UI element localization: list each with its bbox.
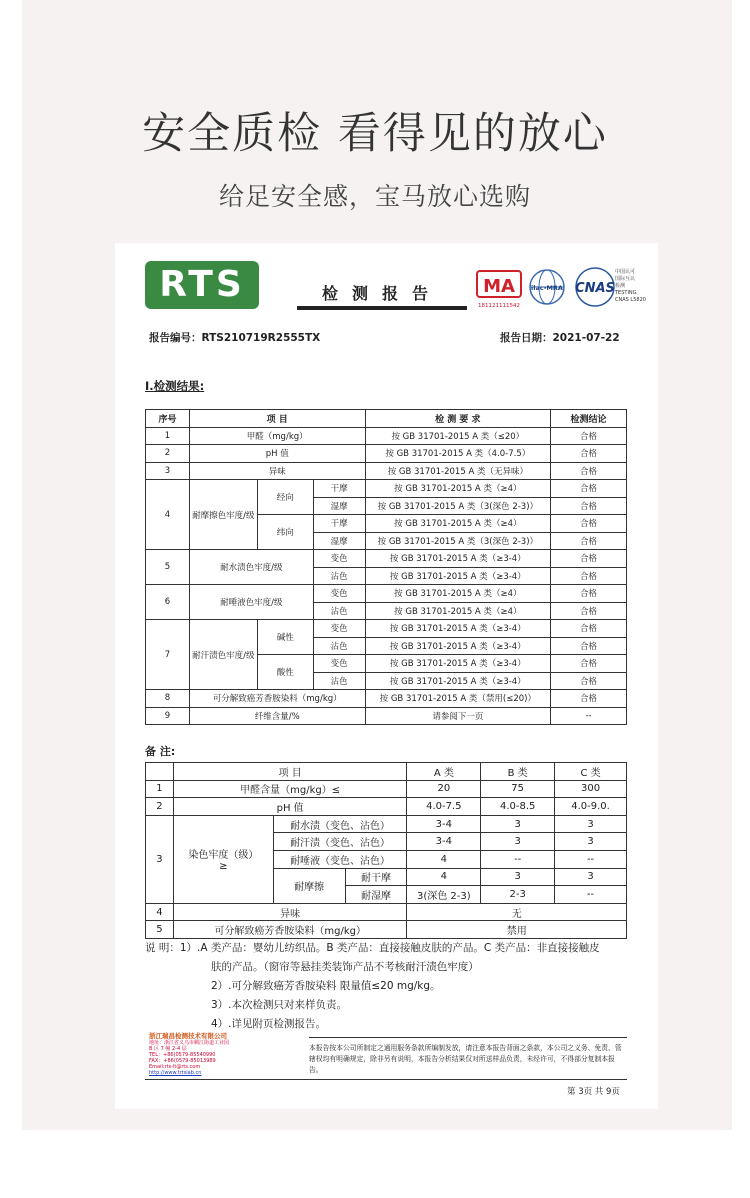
- notes-text: 说 明：1）.A 类产品：婴幼儿纺织品。B 类产品：直接接触皮肤的产品。C 类产品：非直接接触皮 肤的产品。（窗帘等悬挂类装饰产品不考核耐汗渍色牢度） 2）.可分解致癌芳香胺染料 限量值≤20 mg/kg。 3）.本次检测只对来样负责。 4）.详见附页检测报告。: [145, 942, 600, 1030]
- table-cell: 按 GB 31701-2015 A 类（≥3-4）: [365, 637, 551, 655]
- table-cell: 4: [407, 850, 481, 868]
- table-cell: 75: [481, 780, 555, 798]
- table-row: [146, 445, 627, 463]
- table-cell: 项 目: [189, 410, 365, 428]
- table-cell: 1: [146, 427, 190, 445]
- table-cell: 湿摩: [313, 497, 365, 515]
- table-cell: 干摩: [313, 480, 365, 498]
- section-title: I.检测结果:: [145, 379, 205, 393]
- table-cell: 变色: [313, 585, 365, 603]
- title-underline: [297, 309, 467, 310]
- table-cell: 异味: [173, 903, 406, 921]
- table-row: [146, 585, 627, 603]
- table-cell: 按 GB 31701-2015 A 类（无异味）: [365, 462, 551, 480]
- table-cell: 沾色: [313, 672, 365, 690]
- table-cell: 合格: [551, 690, 627, 708]
- table-cell: 染色牢度（级） ≥: [173, 815, 273, 903]
- table-cell: 耐唾液色牢度/级: [189, 585, 313, 620]
- table-cell: 3: [555, 815, 627, 833]
- page-number: 第 3页 共 9页: [567, 1087, 620, 1097]
- table-cell: A 类: [407, 763, 481, 781]
- table-cell: 禁用: [407, 921, 627, 939]
- table-cell: 纤维含量/%: [189, 707, 365, 725]
- table-cell: --: [481, 850, 555, 868]
- table-cell: 300: [555, 780, 627, 798]
- table-cell: 2-3: [481, 886, 555, 904]
- table-cell: 5: [146, 921, 174, 939]
- company-info: 浙江瑞昌检测技术有限公司 地址：浙江省义乌市稠江街道工业园 B 区 7 幢 2-4 层 TEL：+86(0579-85540990 FAX：+86(0579-85013989 Email:rts-lt@rts.com http://www.trtslab.cn: [149, 1032, 230, 1076]
- table-cell: 合格: [551, 445, 627, 463]
- table-row: [146, 903, 627, 921]
- svg-text:181121111542: 181121111542: [478, 303, 520, 309]
- table-cell: 可分解致癌芳香胺染料（mg/kg）: [173, 921, 406, 939]
- table-cell: 耐水渍色牢度/级: [189, 550, 313, 585]
- table-cell: --: [551, 707, 627, 725]
- table-cell: 沾色: [313, 602, 365, 620]
- table-cell: 无: [407, 903, 627, 921]
- table-cell: 3: [555, 833, 627, 851]
- cma-logo-icon: [475, 267, 523, 311]
- table-cell: 2: [146, 445, 190, 463]
- table-cell: 合格: [551, 532, 627, 550]
- table-cell: 按 GB 31701-2015 A 类（≥3-4）: [365, 655, 551, 673]
- table-cell: 3-4: [407, 833, 481, 851]
- table-cell: 合格: [551, 427, 627, 445]
- table-cell: 合格: [551, 480, 627, 498]
- table-cell: 3: [481, 833, 555, 851]
- table-cell: 合格: [551, 515, 627, 533]
- table-cell: 4.0-7.5: [407, 798, 481, 816]
- table-row: [146, 620, 627, 638]
- table-cell: 按 GB 31701-2015 A 类（3(深色 2-3)）: [365, 497, 551, 515]
- table-cell: 经向: [257, 480, 313, 515]
- table-cell: 合格: [551, 585, 627, 603]
- table-cell: 可分解致癌芳香胺染料（mg/kg）: [189, 690, 365, 708]
- table-cell: 异味: [189, 462, 365, 480]
- table-cell: 耐干摩: [345, 868, 407, 886]
- table-cell: 3: [481, 868, 555, 886]
- table-cell: --: [555, 850, 627, 868]
- table-cell: 湿摩: [313, 532, 365, 550]
- ilac-mra-logo-icon: [527, 267, 567, 311]
- subline: 给足安全感，宝马放心选购: [218, 182, 531, 211]
- standards-table: [145, 762, 627, 939]
- table-cell: 请参阅下一页: [365, 707, 551, 725]
- table-row: [146, 798, 627, 816]
- table-header: [146, 763, 627, 781]
- table-cell: 序号: [146, 410, 190, 428]
- disclaimer: 本报告按本公司所制定之通用服务条款所编制发放，请注意本报告背面之条款，本公司之义务、免责、管辖权均有明确规定，除非另有说明，本报告分析结果仅对所送样品负责，未经许可，不得部分复制本报告。: [309, 1037, 627, 1076]
- table-cell: 3: [146, 815, 174, 903]
- table-cell: 合格: [551, 497, 627, 515]
- table-cell: 按 GB 31701-2015 A 类（4.0-7.5）: [365, 445, 551, 463]
- table-cell: 按 GB 31701-2015 A 类（3(深色 2-3)）: [365, 532, 551, 550]
- table-cell: 1: [146, 780, 174, 798]
- table-cell: 4.0-8.5: [481, 798, 555, 816]
- table-cell: 7: [146, 620, 190, 690]
- notes-label: 备 注:: [145, 745, 176, 758]
- table-cell: 按 GB 31701-2015 A 类（≥4）: [365, 515, 551, 533]
- report-date: 报告日期：2021-07-22: [500, 332, 620, 344]
- svg-text:CNAS: CNAS: [575, 281, 615, 296]
- company-website-link[interactable]: http://www.trtslab.cn: [149, 1070, 202, 1076]
- table-cell: 4: [146, 903, 174, 921]
- table-cell: 3: [146, 462, 190, 480]
- svg-text:MA: MA: [483, 276, 515, 297]
- table-cell: 按 GB 31701-2015 A 类（≥3-4）: [365, 550, 551, 568]
- table-cell: 按 GB 31701-2015 A 类（≥4）: [365, 585, 551, 603]
- table-row: [146, 707, 627, 725]
- table-cell: 甲醛含量（mg/kg）≤: [173, 780, 406, 798]
- table-cell: 4: [407, 868, 481, 886]
- table-cell: B 类: [481, 763, 555, 781]
- table-row: [146, 780, 627, 798]
- table-cell: 纬向: [257, 515, 313, 550]
- table-cell: 合格: [551, 672, 627, 690]
- table-cell: 耐汗渍色牢度/级: [189, 620, 257, 690]
- table-cell: 合格: [551, 655, 627, 673]
- table-cell: 2: [146, 798, 174, 816]
- table-cell: 甲醛（mg/kg）: [189, 427, 365, 445]
- table-header: [146, 410, 627, 428]
- table-cell: 耐水渍（变色、沾色）: [273, 815, 407, 833]
- table-cell: 干摩: [313, 515, 365, 533]
- report-number: 报告编号：RTS210719R2555TX: [149, 332, 321, 344]
- table-cell: [146, 763, 174, 781]
- table-cell: 按 GB 31701-2015 A 类（≥4）: [365, 480, 551, 498]
- footer-divider: [145, 1079, 627, 1080]
- table-row: [146, 427, 627, 445]
- table-row: [146, 690, 627, 708]
- table-cell: 5: [146, 550, 190, 585]
- table-cell: 按 GB 31701-2015 A 类（≥4）: [365, 602, 551, 620]
- table-cell: 8: [146, 690, 190, 708]
- table-cell: 6: [146, 585, 190, 620]
- cnas-caption: 中国认可 国际互认 检测 TESTING CNAS L5820: [615, 269, 646, 303]
- table-cell: 9: [146, 707, 190, 725]
- svg-text:ilac-MRA: ilac-MRA: [531, 284, 563, 292]
- table-cell: 3: [555, 868, 627, 886]
- table-cell: 合格: [551, 567, 627, 585]
- table-cell: 检测结论: [551, 410, 627, 428]
- headline: 安全质检 看得见的放心: [142, 109, 608, 159]
- table-row: [146, 462, 627, 480]
- table-cell: 合格: [551, 602, 627, 620]
- table-cell: 按 GB 31701-2015 A 类（≥3-4）: [365, 567, 551, 585]
- table-cell: --: [555, 886, 627, 904]
- table-cell: 合格: [551, 637, 627, 655]
- table-cell: 沾色: [313, 637, 365, 655]
- results-table: [145, 409, 627, 725]
- cnas-logo-icon: [571, 265, 619, 309]
- table-cell: 3(深色 2-3): [407, 886, 481, 904]
- table-cell: 按 GB 31701-2015 A 类（≤20）: [365, 427, 551, 445]
- table-cell: 耐摩擦: [273, 868, 345, 903]
- table-cell: 酸性: [257, 655, 313, 690]
- table-cell: pH 值: [189, 445, 365, 463]
- table-row: [146, 550, 627, 568]
- table-cell: 4.0-9.0.: [555, 798, 627, 816]
- table-cell: 20: [407, 780, 481, 798]
- table-cell: pH 值: [173, 798, 406, 816]
- rts-logo: RTS: [145, 261, 259, 309]
- table-cell: 耐汗渍（变色、沾色）: [273, 833, 407, 851]
- table-row: [146, 921, 627, 939]
- table-cell: 按 GB 31701-2015 A 类（≥3-4）: [365, 672, 551, 690]
- table-cell: 4: [146, 480, 190, 550]
- table-cell: 项 目: [173, 763, 406, 781]
- table-cell: 变色: [313, 550, 365, 568]
- table-cell: 沾色: [313, 567, 365, 585]
- table-cell: 变色: [313, 655, 365, 673]
- table-cell: 耐唾液（变色、沾色）: [273, 850, 407, 868]
- table-cell: 按 GB 31701-2015 A 类（≥3-4）: [365, 620, 551, 638]
- table-cell: 耐摩擦色牢度/级: [189, 480, 257, 550]
- table-cell: 耐湿摩: [345, 886, 407, 904]
- table-cell: 变色: [313, 620, 365, 638]
- table-cell: 合格: [551, 550, 627, 568]
- table-cell: 检 测 要 求: [365, 410, 551, 428]
- test-report: [115, 243, 658, 1109]
- table-cell: 3-4: [407, 815, 481, 833]
- table-cell: 按 GB 31701-2015 A 类（禁用(≤20)）: [365, 690, 551, 708]
- table-row: [146, 815, 627, 833]
- table-cell: 合格: [551, 620, 627, 638]
- table-cell: 3: [481, 815, 555, 833]
- table-row: [146, 480, 627, 498]
- table-cell: 合格: [551, 462, 627, 480]
- table-cell: C 类: [555, 763, 627, 781]
- table-cell: 碱性: [257, 620, 313, 655]
- report-title: 检测报告: [297, 281, 467, 309]
